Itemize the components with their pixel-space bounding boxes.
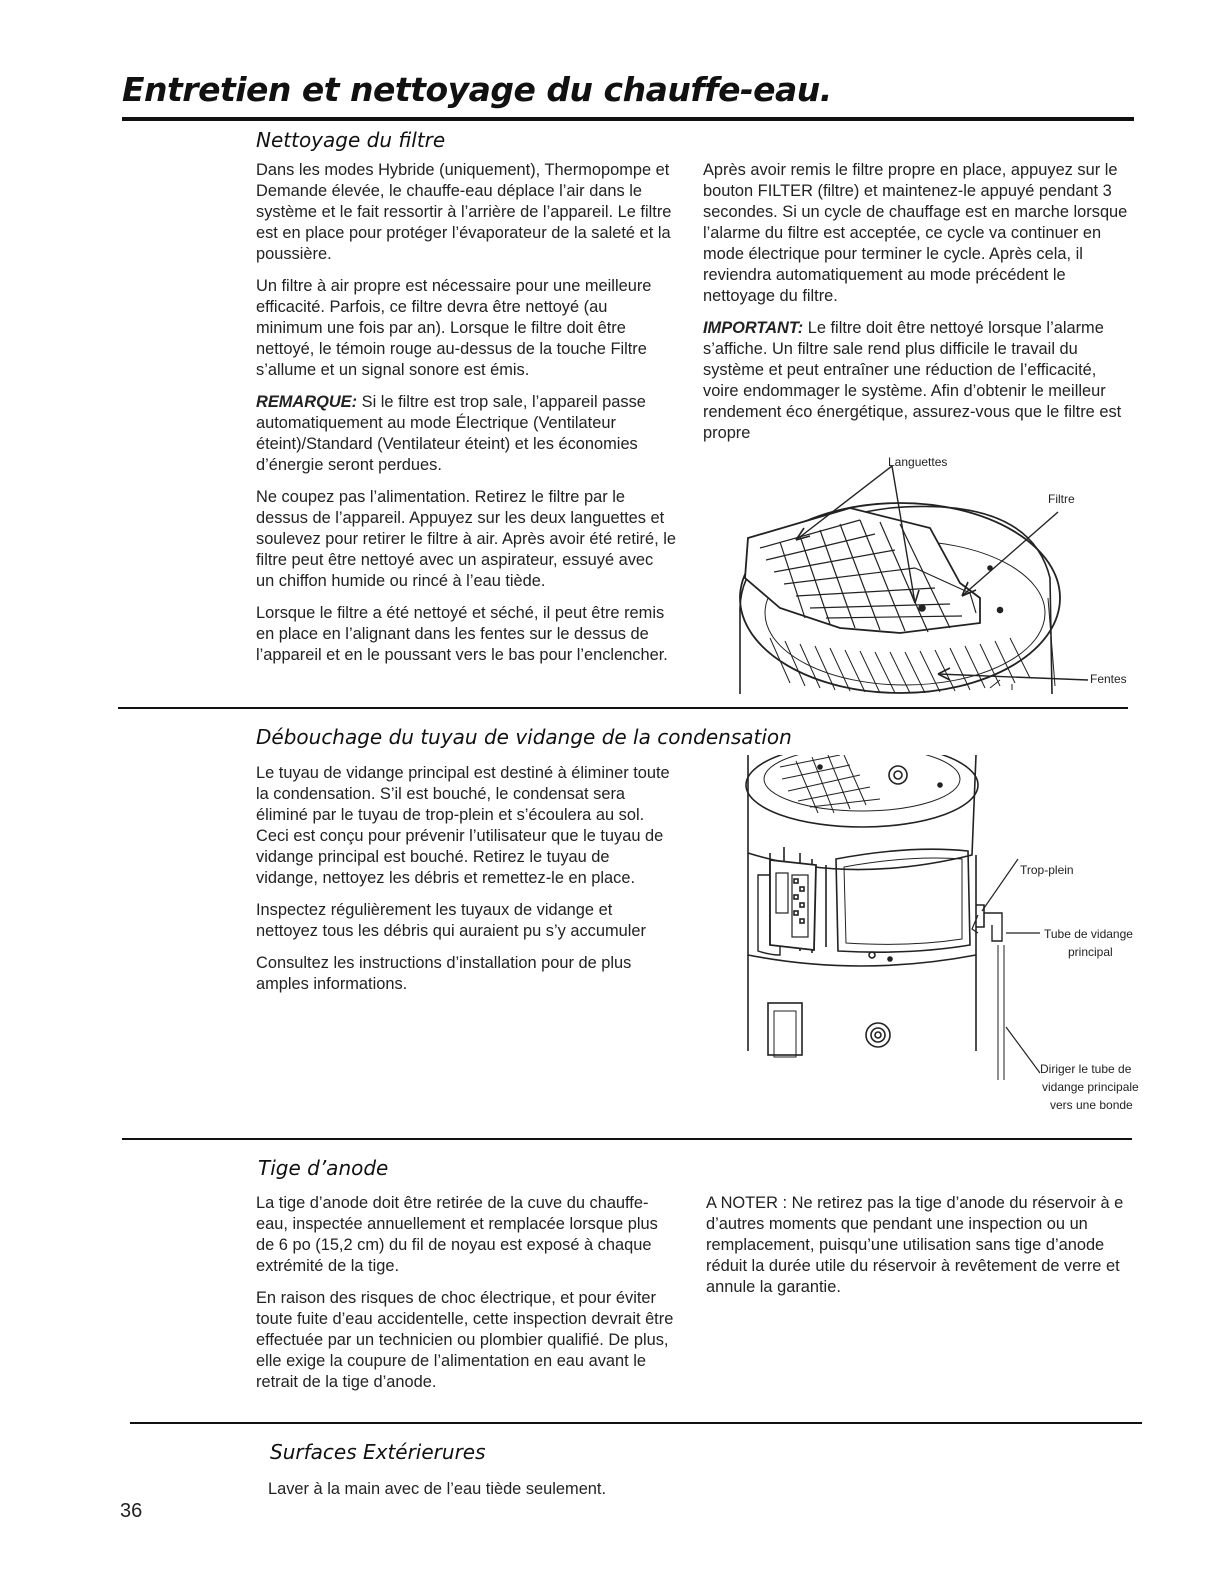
remark-label: REMARQUE: [256, 393, 358, 411]
label-direct-1: Diriger le tube de [1040, 1062, 1132, 1076]
filter-section-heading: Nettoyage du filtre [256, 128, 446, 152]
label-main-drain-2: principal [1068, 945, 1113, 959]
anode-right-column [706, 1193, 1136, 1309]
filter-paragraph-2: Un filtre à air propre est nécessaire pour une meilleure efficacité. Parfois, ce filtre devra être nettoyé (au minimum une fois par an). Lorsque le filtre doit être nettoyé, le témoin rouge au-dessus de la touche Filtre s’allume et un signal sonore est émis. [256, 277, 652, 379]
drain-section-heading: Débouchage du tuyau de vidange de la condensation [256, 725, 792, 749]
title-rule [122, 117, 1134, 121]
filter-left-column [256, 160, 676, 677]
drain-paragraph-2: Inspectez régulièrement les tuyaux de vidange et nettoyez tous les débris qui auraient pu s’y accumuler [256, 901, 646, 940]
anode-left-column [256, 1193, 676, 1404]
remark-text: Si le filtre est trop sale, l’appareil passe automatiquement au mode Électrique (Ventilateur éteint)/Standard (Ventilateur éteint) et les économies d’énergie seront perdues. [256, 393, 646, 474]
label-direct-3: vers une bonde [1050, 1098, 1133, 1112]
label-tabs: Languettes [888, 455, 948, 469]
label-filter: Filtre [1048, 492, 1075, 506]
drain-paragraph-3: Consultez les instructions d’installation pour de plus amples informations. [256, 954, 632, 993]
filter-paragraph-4: Lorsque le filtre a été nettoyé et séché, il peut être remis en place en l’alignant dans les fentes sur le dessus de l’appareil et en le poussant vers le bas pour l’enclencher. [256, 604, 668, 664]
surfaces-column [268, 1479, 868, 1511]
section-rule-2 [122, 1138, 1132, 1140]
section-rule-3 [130, 1422, 1142, 1424]
page-number: 36 [120, 1500, 143, 1522]
surfaces-paragraph: Laver à la main avec de l’eau tiède seulement. [268, 1480, 607, 1498]
filter-paragraph-1: Dans les modes Hybride (uniquement), Thermopompe et Demande élevée, le chauffe-eau déplace l’air dans le système et le fait ressortir à l’arrière de l’appareil. Le filtre est en place pour protéger l’évaporateur de la saleté et la poussière. [256, 161, 672, 263]
page-title: Entretien et nettoyage du chauffe-eau. [122, 70, 832, 109]
anode-note: A NOTER : Ne retirez pas la tige d’anode du réservoir à e d’autres moments que pendant une inspection ou un remplacement, puisqu’une utilisation sans tige d’anode réduit la durée utile du réservoir à revêtement de verre et annule la garantie. [706, 1194, 1124, 1296]
anode-section-heading: Tige d’anode [258, 1156, 389, 1180]
important-label: IMPORTANT: [703, 319, 804, 337]
filter-right-column [703, 160, 1131, 455]
drain-column [256, 763, 676, 1006]
filter-important [703, 318, 1131, 444]
section-rule-1 [118, 707, 1128, 709]
important-text: Le filtre doit être nettoyé lorsque l’alarme s’affiche. Un filtre sale rend plus difficile le travail du système et peut entraîner une réduction de l’efficacité, voire endommager le système. Afin d’obtenir le meilleur rendement éco énergétique, assurez-vous que le filtre est propre [703, 319, 1122, 442]
label-slots: Fentes [1090, 672, 1127, 686]
water-heater-illustration [740, 755, 1040, 1085]
anode-paragraph-1: La tige d’anode doit être retirée de la cuve du chauffe-eau, inspectée annuellement et remplacée lorsque plus de 6 po (15,2 cm) du fil de noyau est exposé à chaque extrémité de la tige. [256, 1194, 658, 1275]
label-main-drain-1: Tube de vidange [1044, 927, 1133, 941]
anode-paragraph-2: En raison des risques de choc électrique, et pour éviter toute fuite d’eau accidentelle, cette inspection devrait être effectuée par un technicien ou plombier qualifié. De plus, elle exige la coupure de l’alimentation en eau avant le retrait de la tige d’anode. [256, 1289, 674, 1391]
filter-paragraph-3: Ne coupez pas l’alimentation. Retirez le filtre par le dessus de l’appareil. Appuyez sur les deux languettes et soulevez pour retirer le filtre à air. Après avoir été retiré, le filtre peut être nettoyé avec un aspirateur, essuyé avec un chiffon humide ou rincé à l’eau tiède. [256, 488, 676, 590]
filter-right-paragraph: Après avoir remis le filtre propre en place, appuyez sur le bouton FILTER (filtre) et maintenez-le appuyé pendant 3 secondes. Si un cycle de chauffage est en marche lorsque l’alarme du filtre est acceptée, ce cycle va continuer en mode électrique pour terminer le cycle. Après cela, il reviendra automatiquement au mode précédent le nettoyage du filtre. [703, 161, 1128, 305]
drain-paragraph-1: Le tuyau de vidange principal est destiné à éliminer toute la condensation. S’il est bouché, le condensat sera éliminé par le tuyau de trop-plein et s’écoulera au sol. Ceci est conçu pour prévenir l’utilisateur que le tuyau de vidange principal est bouché. Retirez le tuyau de vidange, nettoyez les débris et remettez-le en place. [256, 764, 670, 887]
filter-remark [256, 392, 676, 476]
label-overflow: Trop-plein [1020, 863, 1074, 877]
surfaces-section-heading: Surfaces Extérierures [270, 1440, 486, 1464]
label-direct-2: vidange principale [1042, 1080, 1139, 1094]
filter-illustration [700, 448, 1140, 696]
